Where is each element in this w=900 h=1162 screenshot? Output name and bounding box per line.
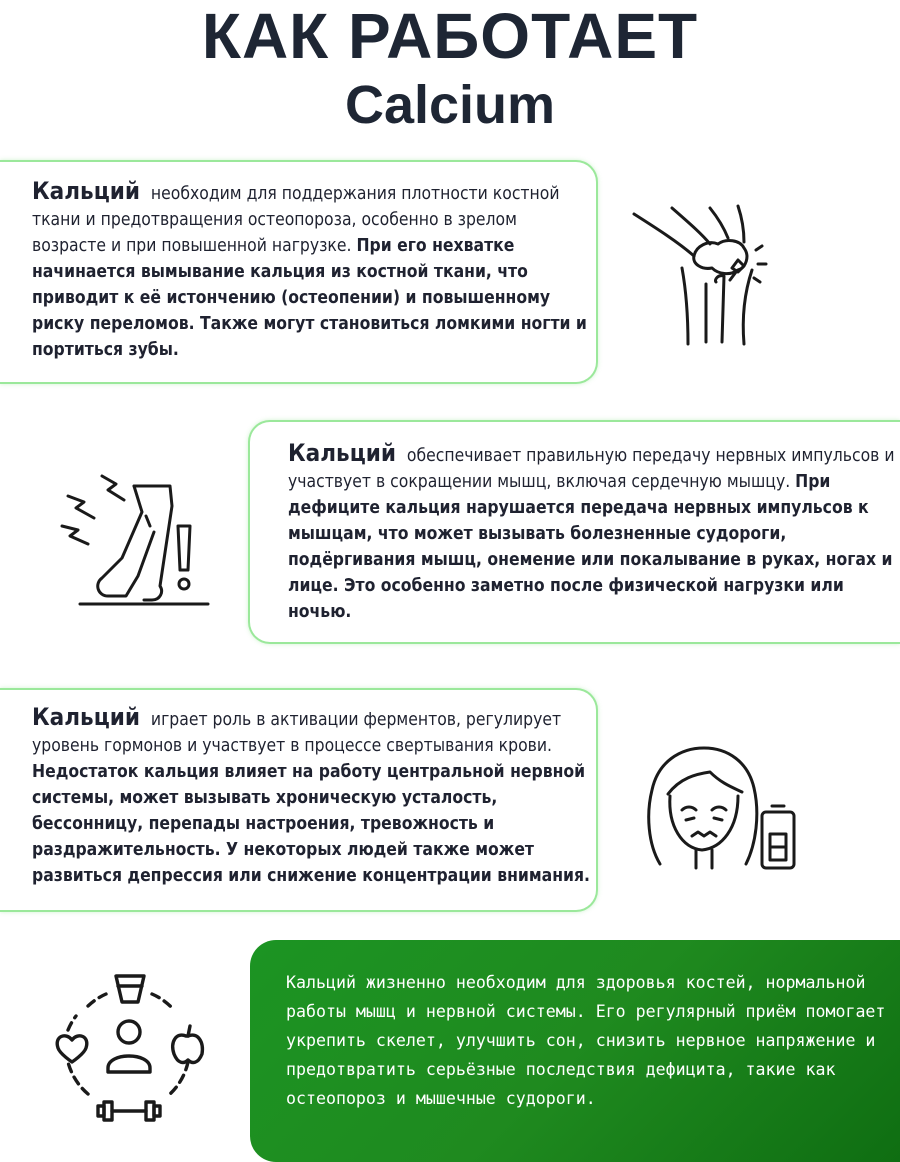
card-text — [288, 440, 898, 625]
card-text-normal: играет роль в активации ферментов, регулирует уровень гормонов и участвует в процессе свертывания крови. — [32, 710, 562, 756]
healthy-lifestyle-cycle-icon — [52, 970, 206, 1126]
card-text-bold: При дефиците кальция нарушается передача нервных импульсов к мышцам, что может вызывать болезненные судороги, подёргивания мышц, онемение или покалывание в руках, ногах и лице. Это особенно заметно после физической нагрузки или ночью. — [288, 472, 893, 622]
card-text-normal: обеспечивает правильную передачу нервных импульсов и участвует в сокращении мышц, включая сердечную мышцу. — [288, 446, 895, 492]
info-card-bones — [0, 160, 598, 384]
page-title: КАК РАБОТАЕТ — [201, 0, 699, 72]
leg-cramp-icon — [54, 466, 214, 612]
card-text-bold: При его нехватке начинается вымывание кальция из костной ткани, что приводит к её истончению (остеопении) и повышенному риску переломов. Также могут становиться ломкими ногти и портиться зубы. — [32, 236, 587, 360]
info-card-nerves — [248, 420, 900, 644]
summary-text: Кальций жизненно необходим для здоровья костей, нормальной работы мышц и нервной системы. Его регулярный приём помогает укрепить скелет, улучшить сон, снизить нервное напряжение и предотвратить серьёзные последствия дефицита, такие как остеопороз и мышечные судороги. — [286, 973, 886, 1108]
card-lead: Кальций — [32, 703, 140, 731]
card-text-bold: Недостаток кальция влияет на работу центральной нервной системы, может вызывать хроническую усталость, бессонницу, перепады настроения, тревожность и раздражительность. У некоторых людей также может развиться депрессия или снижение концентрации внимания. — [32, 762, 590, 886]
knee-joint-pain-icon — [626, 198, 772, 348]
card-lead: Кальций — [32, 177, 140, 205]
card-text — [32, 178, 592, 363]
page-subtitle: Calcium — [344, 75, 556, 135]
card-text — [32, 704, 594, 889]
info-card-hormones — [0, 688, 598, 912]
summary-card — [250, 940, 900, 1162]
card-text-normal: необходим для поддержания плотности костной ткани и предотвращения остеопороза, особенно в зрелом возрасте и при повышенной нагрузке. — [32, 184, 560, 256]
tired-woman-low-battery-icon — [638, 744, 802, 876]
card-lead: Кальций — [288, 439, 396, 467]
